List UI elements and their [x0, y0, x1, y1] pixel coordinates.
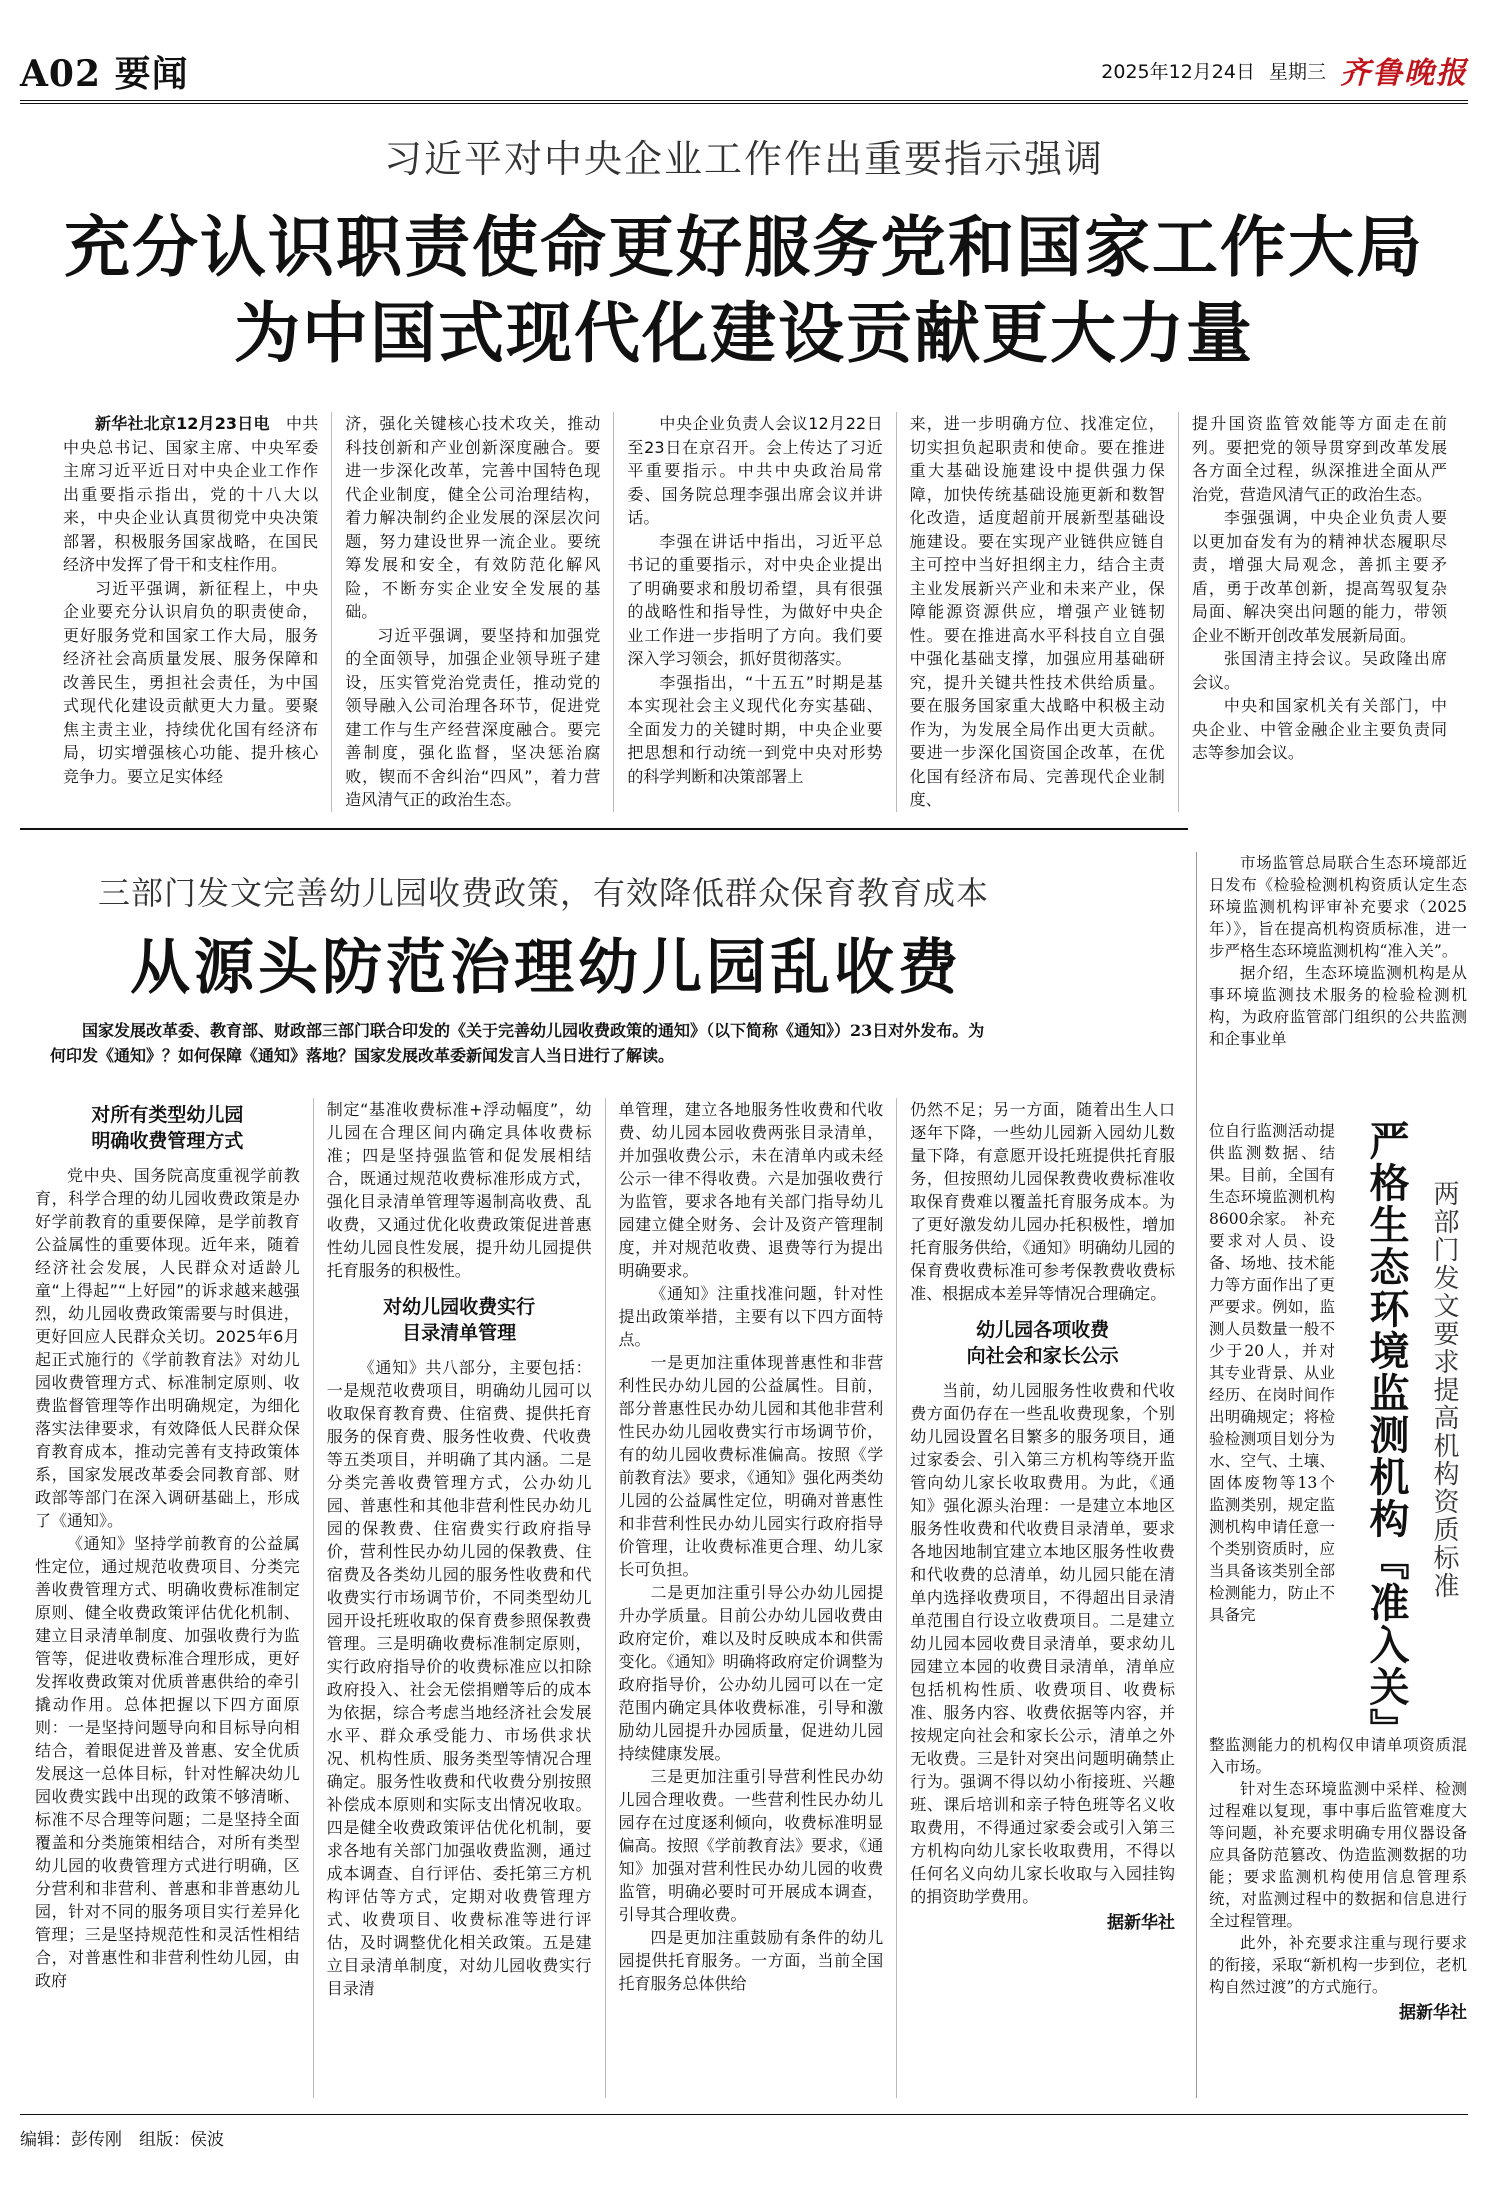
paragraph: 李强在讲话中指出，习近平总书记的重要指示，对中央企业提出了明确要求和殷切希望，具有很强的战略性和指导性，为做好中央企业工作进一步指明了方向。我们要深入学习领会，抓好贯彻落实。: [627, 531, 883, 668]
article2-source: 据新华社: [1107, 1913, 1175, 1933]
newspaper-logo: 齐鲁晚报: [1340, 56, 1468, 91]
editor-credit: 编辑：彭传刚 组版：侯波: [20, 2130, 224, 2150]
paragraph: 市场监管总局联合生态环境部近日发布《检验检测机构资质认定生态环境监测机构评审补充要求（2025年）》，旨在提高机构资质标准，进一步严格生态环境监测机构“准入关”。: [1209, 854, 1467, 960]
paragraph: 李强强调，中央企业负责人要以更加奋发有为的精神状态履职尽责，增强大局观念，善抓主要矛盾，勇于改革创新，提高驾驭复杂局面、解决突出问题的能力，带领企业不断开创改革发展新局面。: [1191, 508, 1448, 645]
masthead: [20, 40, 1468, 100]
article3-source: 据新华社: [1399, 2003, 1467, 2023]
article1-col4: [896, 412, 1178, 812]
article2-headline: 从源头防范治理幼儿园乱收费: [130, 933, 962, 1003]
page-footer: [20, 2114, 1468, 2150]
article2-col4: [896, 1098, 1188, 2098]
article2-subhead-2: 对幼儿园收费实行 目录清单管理: [383, 1296, 536, 1344]
paragraph: 中央企业负责人会议12月22日至23日在京召开。会上传达了习近平重要指示。中共中央政治局常委、国务院总理李强出席会议并讲话。: [627, 414, 883, 527]
paragraph: 三是更加注重引导营利性民办幼儿园合理收费。一些营利性民办幼儿园存在过度逐利倾向，收费标准明显偏高。按照《学前教育法》要求，《通知》加强对营利性民办幼儿园的收费监管，明确必要时可开展成本调查，引导其合理收费。: [618, 1767, 884, 1924]
article3-bottom: [1209, 1734, 1467, 2024]
article1-kicker: 习近平对中央企业工作作出重要指示强调: [383, 137, 1104, 181]
page-section: A02 要闻: [20, 53, 189, 95]
paragraph: 据介绍，生态环境监测机构是从事环境监测技术服务的检验检测机构，为政府监管部门组织的公共监测和企事业单: [1209, 964, 1467, 1048]
paragraph: 当前，幼儿园服务性收费和代收费方面仍存在一些乱收费现象，个别幼儿园设置名目繁多的服务项目，通过家委会、引入第三方机构等绕开监管向幼儿家长收取费用。为此，《通知》强化源头治理：一是建立本地区服务性收费和代收费目录清单，要求各地因地制宜建立本地区服务性收费和代收费的总清单，幼儿园只能在清单内选择收费项目，不得超出目录清单范围自行设立收费项目。二是建立幼儿园本园收费目录清单，要求幼儿园建立本园的收费目录清单，清单应包括机构性质、收费项目、收费标准、服务内容、收费依据等内容，并按规定向社会和家长公示，清单之外无收费。三是针对突出问题明确禁止行为。强调不得以幼小衔接班、兴趣班、课后培训和亲子特色班等名义收取费用，不得通过家委会或引入第三方机构向幼儿家长收取费用，不得以任何名义向幼儿家长收取与入园挂钩的捐资助学费用。: [910, 1381, 1175, 1906]
article3-subheadline: 两部门发文要求提高机构资质标准: [1429, 1180, 1459, 1600]
paragraph: 济，强化关键核心技术攻关，推动科技创新和产业创新深度融合。要进一步深化改革，完善中国特色现代企业制度，健全公司治理结构，着力解决制约企业发展的深层次问题，努力建设世界一流企业。要统筹发展和安全，有效防范化解风险，不断夯实企业安全发展的基础。: [345, 414, 601, 621]
article1-col1: [50, 412, 331, 812]
paragraph: 来，进一步明确方位、找准定位，切实担负起职责和使命。要在推进重大基础设施建设中提供强力保障，加快传统基础设施更新和数智化改造，适度超前开展新型基础设施建设。要在实现产业链供应链自主可控中当好担纲主力，结合主责主业发展新兴产业和未来产业，保障能源资源供应，增强产业链韧性。要在推进高水平科技自立自强中强化基础支撑，加强应用基础研究，提升关键共性技术供给质量。要在服务国家重大战略中积极主动作为，为发展全局作出更大贡献。要进一步深化国资国企改革，在优化国有经济布局、完善现代企业制度、: [909, 414, 1165, 809]
paragraph: 此外，补充要求注重与现行要求的衔接，采取“新机构一步到位，老机构自然过渡”的方式施行。: [1209, 1934, 1467, 1996]
article2-subhead-1: 对所有类型幼儿园 明确收费管理方式: [91, 1104, 244, 1152]
paragraph: 中央和国家机关有关部门，中央企业、中管金融企业主要负责同志等参加会议。: [1191, 696, 1448, 762]
paragraph: 《通知》注重找准问题，针对性提出政策举措，主要有以下四方面特点。: [618, 1284, 884, 1349]
paragraph: 提升国资监管效能等方面走在前列。要把党的领导贯穿到改革发展各方面全过程，纵深推进全面从严治党，营造风清气正的政治生态。: [1191, 414, 1448, 504]
paragraph: 仍然不足；另一方面，随着出生人口逐年下降，一些幼儿园新入园幼儿数量下降，有意愿开设托班提供托育服务，但按照幼儿园保教费收费标准收取保育费难以覆盖托育服务成本。为了更好激发幼儿园办托积极性，增加托育服务供给，《通知》明确幼儿园的保育费收费标准可参考保教费收费标准、根据成本差异等情况合理确定。: [910, 1100, 1175, 1303]
article1-headline-line1: 充分认识职责使命更好服务党和国家工作大局: [64, 208, 1424, 286]
article2-col1: [22, 1098, 313, 2098]
issue-weekday: 星期三: [1268, 60, 1326, 83]
paragraph: 针对生态环境监测中采样、检测过程难以复现，事中事后监管难度大等问题，补充要求明确专用仪器设备应具备防范篡改、伪造监测数据的功能；要求监测机构使用信息管理系统，对监测过程中的数据和信息进行全过程管理。: [1209, 1780, 1467, 1930]
article1-col5: [1178, 412, 1460, 812]
paragraph: 张国清主持会议。吴政隆出席会议。: [1191, 649, 1448, 692]
article1-headline-line2: 为中国式现代化建设贡献更大力量: [234, 294, 1254, 372]
paragraph: 四是更加注重鼓励有条件的幼儿园提供托育服务。一方面，当前全国托育服务总体供给: [618, 1928, 884, 1993]
paragraph: 党中央、国务院高度重视学前教育，科学合理的幼儿园收费政策是办好学前教育的重要保障，是学前教育公益属性的重要体现。近年来，随着经济社会发展，人民群众对适龄儿童“上得起”“上好园”的诉求越来越强烈，幼儿园收费政策需要与时俱进，更好回应人民群众关切。2025年6月起正式施行的《学前教育法》对幼儿园收费管理方式、标准制定原则、收费监督管理等作出明确规定，为细化落实法律要求，有效降低人民群众保育教育成本，推动完善有支持政策体系，国家发展改革委会同教育部、财政部等部门在深入调研基础上，形成了《通知》。: [35, 1166, 300, 1530]
paragraph: 制定“基准收费标准+浮动幅度”，幼儿园在合理区间内确定具体收费标准；四是坚持强监管和促发展相结合，既通过规范收费标准形成方式，强化目录清单管理等遏制高收费、乱收费，又通过优化收费政策促进普惠性幼儿园良性发展，提升幼儿园提供托育服务的积极性。: [326, 1100, 592, 1280]
paragraph: 整监测能力的机构仅申请单项资质混入市场。: [1209, 1736, 1467, 1776]
article1-col2: [331, 412, 613, 812]
paragraph: 一是更加注重体现普惠性和非营利性民办幼儿园的公益属性。目前，部分普惠性民办幼儿园和其他非营利性民办幼儿园收费实行市场调节价，有的幼儿园收费标准偏高。按照《学前教育法》要求，《通知》强化两类幼儿园的公益属性定位，明确对普惠性和非营利性民办幼儿园实行政府指导价管理，让收费标准更合理、幼儿家长可负担。: [618, 1353, 884, 1579]
article2-body: [22, 1098, 1188, 2098]
paragraph: 中共中央总书记、国家主席、中央军委主席习近平近日对中央企业工作作出重要指示指出，党的十八大以来，中央企业认真贯彻党中央决策部署，积极服务国家战略，在国民经济中发挥了骨干和支柱作用。: [63, 414, 319, 574]
article2-kicker: 三部门发文完善幼儿园收费政策，有效降低群众保育教育成本: [98, 874, 990, 912]
article2-lead: 国家发展改革委、教育部、财政部三部门联合印发的《关于完善幼儿园收费政策的通知》（以下简称《通知》）23日对外发布。为何印发《通知》？如何保障《通知》落地？国家发展改革委新闻发言人当日进行了解读。: [50, 1021, 985, 1065]
article2-col3: [605, 1098, 897, 2098]
article-divider: [20, 828, 1188, 830]
article1-dateline: 新华社北京12月23日电: [95, 414, 270, 433]
article3-headline: 严格生态环境监测机构『准入关』: [1363, 1120, 1410, 1750]
paragraph: 习近平强调，要坚持和加强党的全面领导，加强企业领导班子建设，压实管党治党责任，推动党的领导融入公司治理各环节，促进党建工作与生产经营深度融合。要完善制度，强化监督，坚决惩治腐败，锲而不舍纠治“四风”，着力营造风清气正的政治生态。: [345, 625, 601, 809]
paragraph: 二是更加注重引导公办幼儿园提升办学质量。目前公办幼儿园收费由政府定价，难以及时反映成本和供需变化。《通知》明确将政府定价调整为政府指导价，公办幼儿园可以在一定范围内确定具体收费标准，引导和激励幼儿园提升办园质量，促进幼儿园持续健康发展。: [618, 1583, 884, 1763]
issue-date: 2025年12月24日: [1101, 60, 1255, 83]
paragraph: 《通知》坚持学前教育的公益属性定位，通过规范收费项目、分类完善收费管理方式、明确收费标准制定原则、健全收费政策评估优化机制、建立目录清单制度、加强收费行为监管等，促进收费标准合理形成，更好发挥收费政策对优质普惠供给的牵引撬动作用。总体把握以下四方面原则：一是坚持问题导向和目标导向相结合，着眼促进普及普惠、安全优质发展这一总体目标，针对性解决幼儿园收费实践中出现的政策不够清晰、标准不尽合理等问题；二是坚持全面覆盖和分类施策相结合，对所有类型幼儿园的收费管理方式进行明确，区分营利和非营利、普惠和非普惠幼儿园，针对不同的服务项目实行差异化管理；三是坚持规范性和灵活性相结合，对普惠性和非营利性幼儿园，由政府: [35, 1534, 300, 1990]
paragraph: 《通知》共八部分，主要包括：一是规范收费项目，明确幼儿园可以收取保育教育费、住宿费、提供托育服务的保育费、服务性收费、代收费等五类项目，并明确了其内涵。二是分类完善收费管理方式，公办幼儿园、普惠性和其他非营利性民办幼儿园的保教费、住宿费实行政府指导价，营利性民办幼儿园的保教费、住宿费及各类幼儿园的服务性收费和代收费实行市场调节价，不同类型幼儿园开设托班收取的保育费参照保教费管理。三是明确收费标准制定原则，实行政府指导价的收费标准应以扣除政府投入、社会无偿捐赠等后的成本为依据，综合考虑当地经济社会发展水平、群众承受能力、市场供求状况、机构性质、服务类型等情况合理确定。服务性收费和代收费分别按照补偿成本原则和实际支出情况收取。四是健全收费政策评估优化机制，要求各地有关部门加强收费监测，通过成本调查、自行评估、委托第三方机构评估等方式，定期对收费管理方式、收费项目、收费标准等进行评估，及时调整优化相关政策。五是建立目录清单制度，对幼儿园收费实行目录清: [326, 1358, 592, 1998]
paragraph: 李强指出，“十五五”时期是基本实现社会主义现代化夯实基础、全面发力的关键时期，中央企业要把思想和行动统一到党中央对形势的科学判断和决策部署上: [627, 672, 883, 786]
article1-col3: [613, 412, 895, 812]
article3-narrow-text: 位自行监测活动提供监测数据、结果。目前，全国有生态环境监测机构8600余家。 补充要求对人员、设备、场地、技术能力等方面作出了更严要求。例如，监测人员数量一般不少于20人，并对其专业背景、从业经历、在岗时间作出明确规定；将检验检测项目划分为水、空气、土壤、固体废物等13个监测类别，规定监测机构申请任意一个类别资质时，应当具备该类别全部检测能力，防止不具备完: [1209, 1122, 1335, 1624]
article2-subhead-3: 幼儿园各项收费 向社会和家长公示: [966, 1319, 1119, 1367]
masthead-right: [1101, 48, 1468, 92]
article1-body: [50, 412, 1460, 812]
article3: [1196, 852, 1468, 2098]
article2-col2: [313, 1098, 605, 2098]
paragraph: 习近平强调，新征程上，中央企业要充分认识肩负的职责使命，更好服务党和国家工作大局，服务经济社会高质量发展、服务保障和改善民生，勇担社会责任，为中国式现代化建设贡献更大力量。要聚焦主责主业，持续优化国有经济布局，切实增强核心功能、提升核心竞争力。要立足实体经: [63, 578, 319, 786]
paragraph: 单管理，建立各地服务性收费和代收费、幼儿园本园收费两张目录清单，并加强收费公示，未在清单内或未经公示一律不得收费。六是加强收费行为监管，要求各地有关部门指导幼儿园建立健全财务、会计及资产管理制度，并对规范收费、退费等行为提出明确要求。: [618, 1100, 884, 1280]
article3-top: [1209, 852, 1467, 1050]
masthead-rule: [20, 100, 1468, 104]
